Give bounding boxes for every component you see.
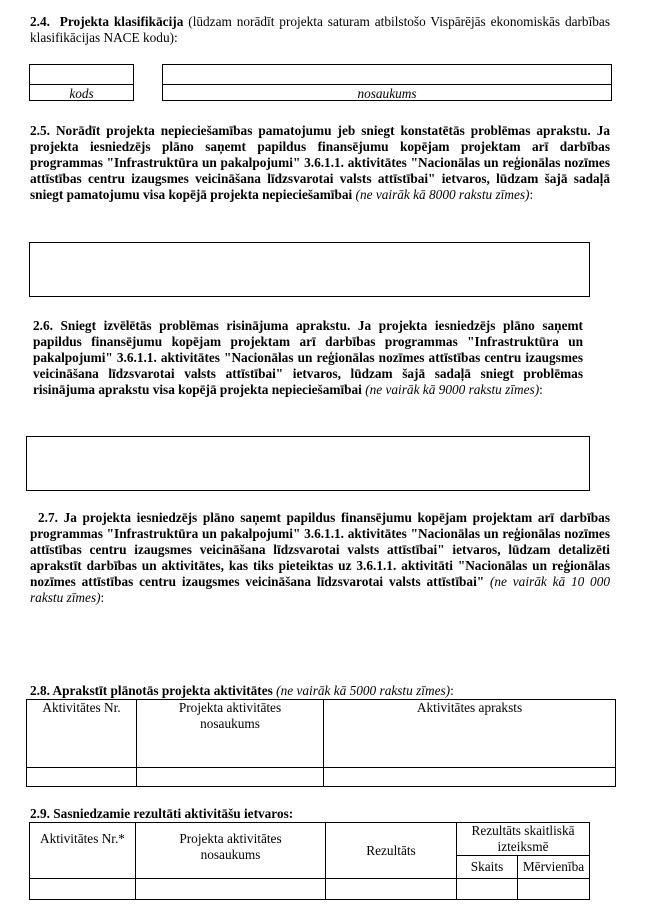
results-table (29, 822, 590, 900)
section-2-4-title: Projekta klasifikācija (59, 14, 184, 29)
section-2-7-question: 2.7. Ja projekta iesniedzējs plāno saņemt papildus finansējumu kopējam projektam arī darbības programmas "Infrastruktūra un pakalpojumi" 3.6.1.1. aktivitātes "Nacionālas un reģionālas nozīmes attīstības centru izaugsmes veicināšana līdzsvarotai valsts attīstībai" ietvaros, lūdzam detalizēti aprakstīt darbības un aktivitātes, kas tiks pieteiktas uz 3.6.1.1. aktivitāti "Nacionālas un reģionālas nozīmes attīstības centru izaugsmes veicināšana līdzsvarotai valsts attīstībai" (30, 510, 610, 589)
results-header-row-1 (30, 823, 590, 856)
section-2-6-text (33, 318, 583, 398)
section-2-4-text (30, 14, 610, 46)
result-number-cell[interactable] (30, 879, 136, 900)
activities-data-row (27, 768, 616, 787)
section-2-5-question: 2.5. Norādīt projekta nepieciešamības pamatojumu jeb sniegt konstatētās problēmas aprakstu. Ja projekta iesniedzējs plāno saņemt papildus finansējumu kopējam projektam arī darbības programmas "Infrastruktūra un pakalpojumi" 3.6.1.1. aktivitātes "Nacionālas un reģionālas nozīmes attīstības centru izaugsmes veicināšana līdzsvarotai valsts attīstībai" ietvaros, lūdzam šajā sadaļā sniegt pamatojumu visa kopējā projekta nepieciešamībai (30, 123, 610, 202)
nace-code-divider (29, 84, 134, 85)
results-data-row (30, 879, 590, 900)
section-2-5-text (30, 123, 610, 203)
results-header-count: Skaits (457, 856, 518, 879)
section-2-7-limit: (ne vairāk kā 10 000 rakstu zīmes) (30, 574, 611, 605)
results-header-name: Projekta aktivitātes nosaukums (136, 823, 326, 879)
section-2-8-title: 2.8. Aprakstīt plānotās projekta aktivitātes (30, 683, 273, 698)
section-2-7-colon: : (100, 590, 105, 605)
results-header-unit: Mērvienība (518, 856, 590, 879)
activities-header-row (27, 700, 616, 768)
activity-number-cell[interactable] (27, 768, 137, 787)
section-2-5-answer-box[interactable] (29, 242, 590, 297)
nace-name-label: nosaukums (357, 86, 417, 101)
results-header-measure: Rezultāts skaitliskā izteiksmē (457, 823, 590, 856)
section-2-5-limit: (ne vairāk kā 8000 rakstu zīmes) (355, 187, 530, 202)
result-name-cell[interactable] (136, 879, 326, 900)
nace-name-divider (162, 84, 612, 85)
section-2-5-colon: : (529, 187, 534, 202)
section-2-8-colon: : (450, 683, 454, 698)
activity-name-cell[interactable] (137, 768, 324, 787)
section-2-6-answer-box[interactable] (26, 436, 590, 491)
activities-header-number: Aktivitātes Nr. (27, 700, 137, 768)
section-2-8-text (30, 683, 610, 699)
activity-description-cell[interactable] (324, 768, 616, 787)
section-2-7-text (30, 510, 610, 606)
nace-code-label: kods (69, 86, 94, 101)
activities-table (26, 699, 616, 787)
result-value-cell[interactable] (326, 879, 457, 900)
section-2-6-question: 2.6. Sniegt izvēlētās problēmas risinājuma aprakstu. Ja projekta iesniedzējs plāno saņemt papildus finansējumu kopējam projektam arī darbības programmas "Infrastruktūra un pakalpojumi" 3.6.1.1. aktivitātes "Nacionālas un reģionālas nozīmes attīstības centru izaugsmes veicināšana līdzsvarotai valsts attīstībai" ietvaros, lūdzam šajā sadaļā sniegt problēmas risinājuma aprakstu visa kopējā projekta nepieciešamībai (33, 318, 583, 397)
result-count-cell[interactable] (457, 879, 518, 900)
section-2-4-instruction: (lūdzam norādīt projekta saturam atbilstošo Vispārējās ekonomiskās darbības klasifikācijas NACE kodu): (30, 14, 610, 45)
activities-header-name: Projekta aktivitātes nosaukums (137, 700, 324, 768)
results-header-number: Aktivitātes Nr.* (30, 823, 136, 879)
section-2-9-title: 2.9. Sasniedzamie rezultāti aktivitāšu ietvaros: (30, 806, 294, 821)
section-2-6-colon: : (539, 382, 543, 397)
section-2-4-number: 2.4. (30, 14, 50, 29)
activities-header-description: Aktivitātes apraksts (324, 700, 616, 768)
section-2-8-limit: (ne vairāk kā 5000 rakstu zīmes) (276, 683, 451, 698)
section-2-6-limit: (ne vairāk kā 9000 rakstu zīmes) (365, 382, 540, 397)
results-header-result: Rezultāts (326, 823, 457, 879)
result-unit-cell[interactable] (518, 879, 590, 900)
